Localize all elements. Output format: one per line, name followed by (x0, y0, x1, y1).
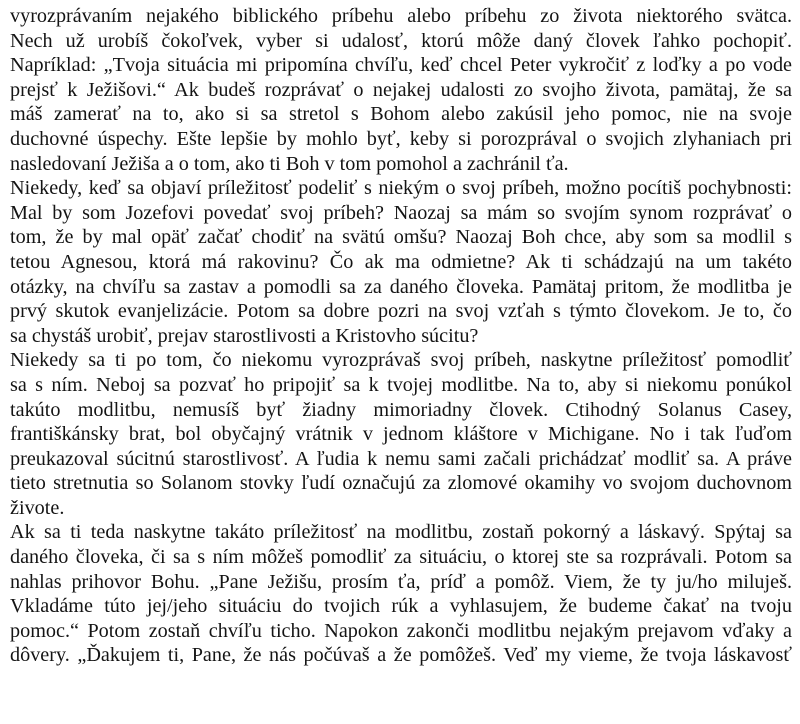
text-line: tieto stretnutia so Solanom stovky ľudí označujú za zlomové okamihy vo svojom duchovnom (10, 472, 792, 495)
text-line: prvý skutok evanjelizácie. Potom sa dobre pozri na svoj vzťah s týmto človekom. Je to, čo (10, 300, 792, 323)
text-line: františkánsky brat, bol obyčajný vrátnik v jednom kláštore v Michigane. No i tak ľuďom (10, 423, 792, 446)
text-line: živote. (10, 496, 65, 519)
text-line: preukazoval súcitnú starostlivosť. A ľudia k nemu sami začali prichádzať modliť sa. A práve (10, 447, 792, 470)
text-line: sa chystáš urobiť, prejav starostlivosti a Kristovho súcitu? (10, 324, 479, 347)
text-line: vyrozprávaním nejakého biblického príbehu alebo príbehu zo života niektorého svätca. (10, 5, 792, 27)
paragraph-1 (10, 4, 792, 176)
paragraph-4 (10, 520, 792, 668)
text-line: nasledovaní Ježiša a o tom, ako ti Boh v tom pomohol a zachránil ťa. (10, 152, 569, 175)
text-line: Ak sa ti teda naskytne takáto príležitosť na modlitbu, zostaň pokorný a láskavý. Spýtaj sa (10, 521, 792, 544)
text-line: tom, že by mal opäť začať chodiť na svätú omšu? Naozaj Boh chce, aby som sa modlil s (10, 226, 792, 249)
text-line: otázky, na chvíľu sa zastav a pomodli sa za daného človeka. Pamätaj pritom, že modlitba je (10, 275, 792, 298)
text-line: prejsť k Ježišovi.“ Ak budeš rozprávať o nejakej udalosti zo svojho života, pamätaj, že sa (10, 78, 792, 101)
text-line: máš zamerať na to, ako si sa stretol s Bohom alebo zakúsil jeho pomoc, nie na svoje (10, 103, 792, 126)
document-page (10, 4, 792, 668)
text-line: dôvery. „Ďakujem ti, Pane, že nás počúvaš a že pomôžeš. Veď my vieme, že tvoja láskavosť (10, 644, 792, 667)
text-line: Niekedy, keď sa objaví príležitosť podeliť s niekým o svoj príbeh, možno pocítiš pochybnosti: (10, 177, 792, 200)
text-line: takúto modlitbu, nemusíš byť žiadny mimoriadny človek. Ctihodný Solanus Casey, (10, 398, 792, 421)
paragraph-3 (10, 348, 792, 520)
text-line: daného človeka, či sa s ním môžeš pomodliť za situáciu, o ktorej ste sa rozprávali. Potom sa (10, 546, 792, 569)
text-line: Napríklad: „Tvoja situácia mi pripomína chvíľu, keď chcel Peter vykročiť z loďky a po vode (10, 54, 792, 77)
text-line: Vkladáme túto jej/jeho situáciu do tvojich rúk a vyhlasujem, že budeme čakať na tvoju (10, 595, 792, 618)
text-line: sa s ním. Neboj sa pozvať ho pripojiť sa k tvojej modlitbe. Na to, aby si niekomu ponúkol (10, 373, 792, 396)
text-line: pomoc.“ Potom zostaň chvíľu ticho. Napokon zakonči modlitbu nejakým prejavom vďaky a (10, 619, 792, 642)
paragraph-2 (10, 176, 792, 348)
text-line: Mal by som Jozefovi povedať svoj príbeh? Naozaj sa mám so svojím synom rozprávať o (10, 201, 792, 224)
text-line: Nech už urobíš čokoľvek, vyber si udalosť, ktorú môže daný človek ľahko pochopiť. (10, 29, 792, 52)
text-line: tetou Agnesou, ktorá má rakovinu? Čo ak ma odmietne? Ak ti schádzajú na um takéto (10, 250, 792, 273)
text-line: Niekedy sa ti po tom, čo niekomu vyrozprávaš svoj príbeh, naskytne príležitosť pomodliť (10, 349, 792, 372)
text-line: duchovné úspechy. Ešte lepšie by mohlo byť, keby si porozprával o svojich zlyhaniach pri (10, 127, 792, 150)
text-line: nahlas prihovor Bohu. „Pane Ježišu, prosím ťa, príď a pomôž. Viem, že ty ju/ho miluješ. (10, 570, 792, 593)
